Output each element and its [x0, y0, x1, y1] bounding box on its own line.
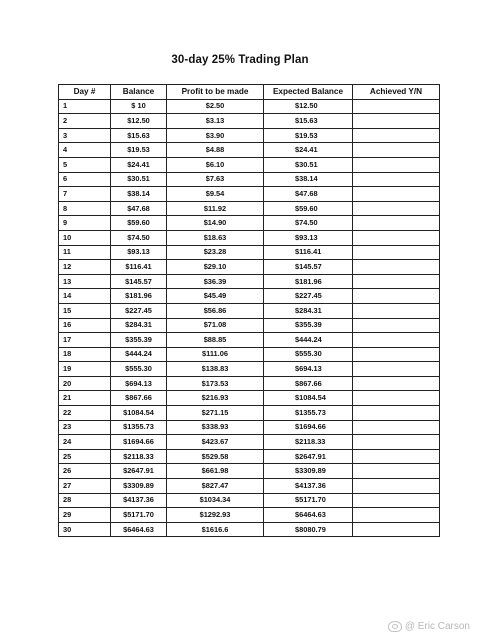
cell-achieved — [353, 128, 440, 143]
cell-profit: $88.85 — [167, 333, 264, 348]
table-row — [59, 201, 440, 216]
table-row — [59, 376, 440, 391]
cell-balance: $4137.36 — [111, 493, 167, 508]
table-row — [59, 493, 440, 508]
cell-day: 13 — [59, 274, 111, 289]
cell-expected-balance: $355.39 — [264, 318, 353, 333]
cell-balance: $30.51 — [111, 172, 167, 187]
cell-balance: $47.68 — [111, 201, 167, 216]
cell-expected-balance: $867.66 — [264, 376, 353, 391]
header-profit: Profit to be made — [167, 85, 264, 100]
cell-balance: $24.41 — [111, 157, 167, 172]
cell-balance: $555.30 — [111, 362, 167, 377]
cell-profit: $423.67 — [167, 435, 264, 450]
cell-achieved — [353, 479, 440, 494]
cell-achieved — [353, 274, 440, 289]
cell-balance: $284.31 — [111, 318, 167, 333]
cell-day: 24 — [59, 435, 111, 450]
table-row — [59, 289, 440, 304]
cell-expected-balance: $6464.63 — [264, 508, 353, 523]
cell-profit: $3.90 — [167, 128, 264, 143]
table-row — [59, 435, 440, 450]
cell-achieved — [353, 216, 440, 231]
cell-achieved — [353, 143, 440, 158]
cell-profit: $2.50 — [167, 99, 264, 114]
table-row — [59, 230, 440, 245]
cell-balance: $3309.89 — [111, 479, 167, 494]
cell-profit: $271.15 — [167, 406, 264, 421]
cell-expected-balance: $12.50 — [264, 99, 353, 114]
cell-day: 28 — [59, 493, 111, 508]
cell-day: 29 — [59, 508, 111, 523]
cell-profit: $529.58 — [167, 449, 264, 464]
cell-day: 17 — [59, 333, 111, 348]
cell-day: 10 — [59, 230, 111, 245]
table-row — [59, 245, 440, 260]
table-row — [59, 391, 440, 406]
cell-achieved — [353, 493, 440, 508]
cell-balance: $2647.91 — [111, 464, 167, 479]
table-row — [59, 172, 440, 187]
cell-expected-balance: $5171.70 — [264, 493, 353, 508]
table-row — [59, 362, 440, 377]
table-row — [59, 128, 440, 143]
cell-achieved — [353, 157, 440, 172]
cell-balance: $1084.54 — [111, 406, 167, 421]
cell-profit: $56.86 — [167, 303, 264, 318]
cell-day: 18 — [59, 347, 111, 362]
table-row — [59, 303, 440, 318]
cell-day: 7 — [59, 187, 111, 202]
cell-balance: $355.39 — [111, 333, 167, 348]
cell-day: 22 — [59, 406, 111, 421]
cell-expected-balance: $1084.54 — [264, 391, 353, 406]
cell-achieved — [353, 230, 440, 245]
cell-day: 11 — [59, 245, 111, 260]
cell-achieved — [353, 449, 440, 464]
cell-day: 5 — [59, 157, 111, 172]
cell-balance: $15.63 — [111, 128, 167, 143]
cell-expected-balance: $93.13 — [264, 230, 353, 245]
cell-day: 25 — [59, 449, 111, 464]
cell-balance: $74.50 — [111, 230, 167, 245]
cell-day: 19 — [59, 362, 111, 377]
table-row — [59, 216, 440, 231]
table-row — [59, 187, 440, 202]
cell-day: 3 — [59, 128, 111, 143]
cell-expected-balance: $24.41 — [264, 143, 353, 158]
cell-expected-balance: $694.13 — [264, 362, 353, 377]
cell-balance: $6464.63 — [111, 522, 167, 537]
cell-expected-balance: $145.57 — [264, 260, 353, 275]
cell-expected-balance: $3309.89 — [264, 464, 353, 479]
cell-balance: $116.41 — [111, 260, 167, 275]
table-row — [59, 260, 440, 275]
cell-profit: $338.93 — [167, 420, 264, 435]
table-row — [59, 318, 440, 333]
cell-achieved — [353, 464, 440, 479]
table-row — [59, 479, 440, 494]
cell-expected-balance: $74.50 — [264, 216, 353, 231]
cell-balance: $2118.33 — [111, 449, 167, 464]
cell-profit: $138.83 — [167, 362, 264, 377]
cell-expected-balance: $116.41 — [264, 245, 353, 260]
cell-expected-balance: $444.24 — [264, 333, 353, 348]
cell-achieved — [353, 289, 440, 304]
cell-profit: $1616.6 — [167, 522, 264, 537]
header-balance: Balance — [111, 85, 167, 100]
cell-achieved — [353, 522, 440, 537]
cell-expected-balance: $2647.91 — [264, 449, 353, 464]
cell-balance: $444.24 — [111, 347, 167, 362]
table-row — [59, 347, 440, 362]
cell-balance: $1355.73 — [111, 420, 167, 435]
cell-profit: $111.06 — [167, 347, 264, 362]
cell-day: 20 — [59, 376, 111, 391]
cell-profit: $1292.93 — [167, 508, 264, 523]
cell-profit: $173.53 — [167, 376, 264, 391]
cell-expected-balance: $19.53 — [264, 128, 353, 143]
cell-achieved — [353, 391, 440, 406]
cell-expected-balance: $2118.33 — [264, 435, 353, 450]
table-body — [59, 99, 440, 537]
header-achieved: Achieved Y/N — [353, 85, 440, 100]
cell-balance: $694.13 — [111, 376, 167, 391]
cell-profit: $661.98 — [167, 464, 264, 479]
cell-balance: $19.53 — [111, 143, 167, 158]
cell-profit: $3.13 — [167, 114, 264, 129]
cell-achieved — [353, 420, 440, 435]
cell-expected-balance: $47.68 — [264, 187, 353, 202]
cell-day: 9 — [59, 216, 111, 231]
cell-day: 26 — [59, 464, 111, 479]
cell-achieved — [353, 435, 440, 450]
cell-day: 30 — [59, 522, 111, 537]
cell-expected-balance: $15.63 — [264, 114, 353, 129]
cell-achieved — [353, 187, 440, 202]
table-row — [59, 333, 440, 348]
table-row — [59, 143, 440, 158]
table-row — [59, 522, 440, 537]
cell-day: 21 — [59, 391, 111, 406]
cell-balance: $181.96 — [111, 289, 167, 304]
trading-plan-table — [58, 84, 440, 537]
cell-achieved — [353, 376, 440, 391]
cell-profit: $216.93 — [167, 391, 264, 406]
cell-profit: $7.63 — [167, 172, 264, 187]
cell-achieved — [353, 406, 440, 421]
cell-balance: $1694.66 — [111, 435, 167, 450]
table-row — [59, 406, 440, 421]
weibo-icon — [388, 621, 402, 632]
cell-day: 14 — [59, 289, 111, 304]
cell-expected-balance: $4137.36 — [264, 479, 353, 494]
table-row — [59, 464, 440, 479]
table-row — [59, 508, 440, 523]
cell-profit: $36.39 — [167, 274, 264, 289]
cell-expected-balance: $30.51 — [264, 157, 353, 172]
cell-day: 15 — [59, 303, 111, 318]
cell-day: 4 — [59, 143, 111, 158]
cell-expected-balance: $59.60 — [264, 201, 353, 216]
table-row — [59, 420, 440, 435]
cell-balance: $59.60 — [111, 216, 167, 231]
cell-expected-balance: $284.31 — [264, 303, 353, 318]
cell-achieved — [353, 347, 440, 362]
cell-expected-balance: $8080.79 — [264, 522, 353, 537]
cell-balance: $ 10 — [111, 99, 167, 114]
cell-day: 27 — [59, 479, 111, 494]
cell-day: 12 — [59, 260, 111, 275]
table-row — [59, 449, 440, 464]
table-row — [59, 99, 440, 114]
cell-day: 16 — [59, 318, 111, 333]
cell-achieved — [353, 362, 440, 377]
cell-profit: $827.47 — [167, 479, 264, 494]
cell-achieved — [353, 333, 440, 348]
cell-achieved — [353, 318, 440, 333]
cell-expected-balance: $227.45 — [264, 289, 353, 304]
cell-day: 8 — [59, 201, 111, 216]
cell-profit: $18.63 — [167, 230, 264, 245]
cell-profit: $45.49 — [167, 289, 264, 304]
cell-profit: $4.88 — [167, 143, 264, 158]
cell-expected-balance: $1694.66 — [264, 420, 353, 435]
cell-achieved — [353, 201, 440, 216]
cell-profit: $9.54 — [167, 187, 264, 202]
table-row — [59, 157, 440, 172]
table-header-row — [59, 85, 440, 100]
cell-achieved — [353, 114, 440, 129]
cell-profit: $71.08 — [167, 318, 264, 333]
watermark — [388, 621, 470, 632]
cell-day: 6 — [59, 172, 111, 187]
cell-expected-balance: $1355.73 — [264, 406, 353, 421]
cell-balance: $38.14 — [111, 187, 167, 202]
cell-expected-balance: $555.30 — [264, 347, 353, 362]
header-expected-balance: Expected Balance — [264, 85, 353, 100]
cell-expected-balance: $181.96 — [264, 274, 353, 289]
watermark-text: @ Eric Carson — [404, 621, 470, 632]
cell-achieved — [353, 508, 440, 523]
cell-achieved — [353, 172, 440, 187]
cell-profit: $6.10 — [167, 157, 264, 172]
cell-day: 1 — [59, 99, 111, 114]
cell-achieved — [353, 99, 440, 114]
cell-profit: $29.10 — [167, 260, 264, 275]
cell-day: 2 — [59, 114, 111, 129]
header-day: Day # — [59, 85, 111, 100]
page-title: 30-day 25% Trading Plan — [171, 54, 309, 66]
cell-balance: $867.66 — [111, 391, 167, 406]
cell-profit: $14.90 — [167, 216, 264, 231]
cell-profit: $1034.34 — [167, 493, 264, 508]
cell-day: 23 — [59, 420, 111, 435]
table-row — [59, 274, 440, 289]
cell-profit: $11.92 — [167, 201, 264, 216]
cell-balance: $5171.70 — [111, 508, 167, 523]
cell-balance: $93.13 — [111, 245, 167, 260]
cell-achieved — [353, 245, 440, 260]
cell-profit: $23.28 — [167, 245, 264, 260]
cell-achieved — [353, 303, 440, 318]
cell-balance: $227.45 — [111, 303, 167, 318]
cell-balance: $12.50 — [111, 114, 167, 129]
table-row — [59, 114, 440, 129]
cell-achieved — [353, 260, 440, 275]
cell-expected-balance: $38.14 — [264, 172, 353, 187]
cell-balance: $145.57 — [111, 274, 167, 289]
